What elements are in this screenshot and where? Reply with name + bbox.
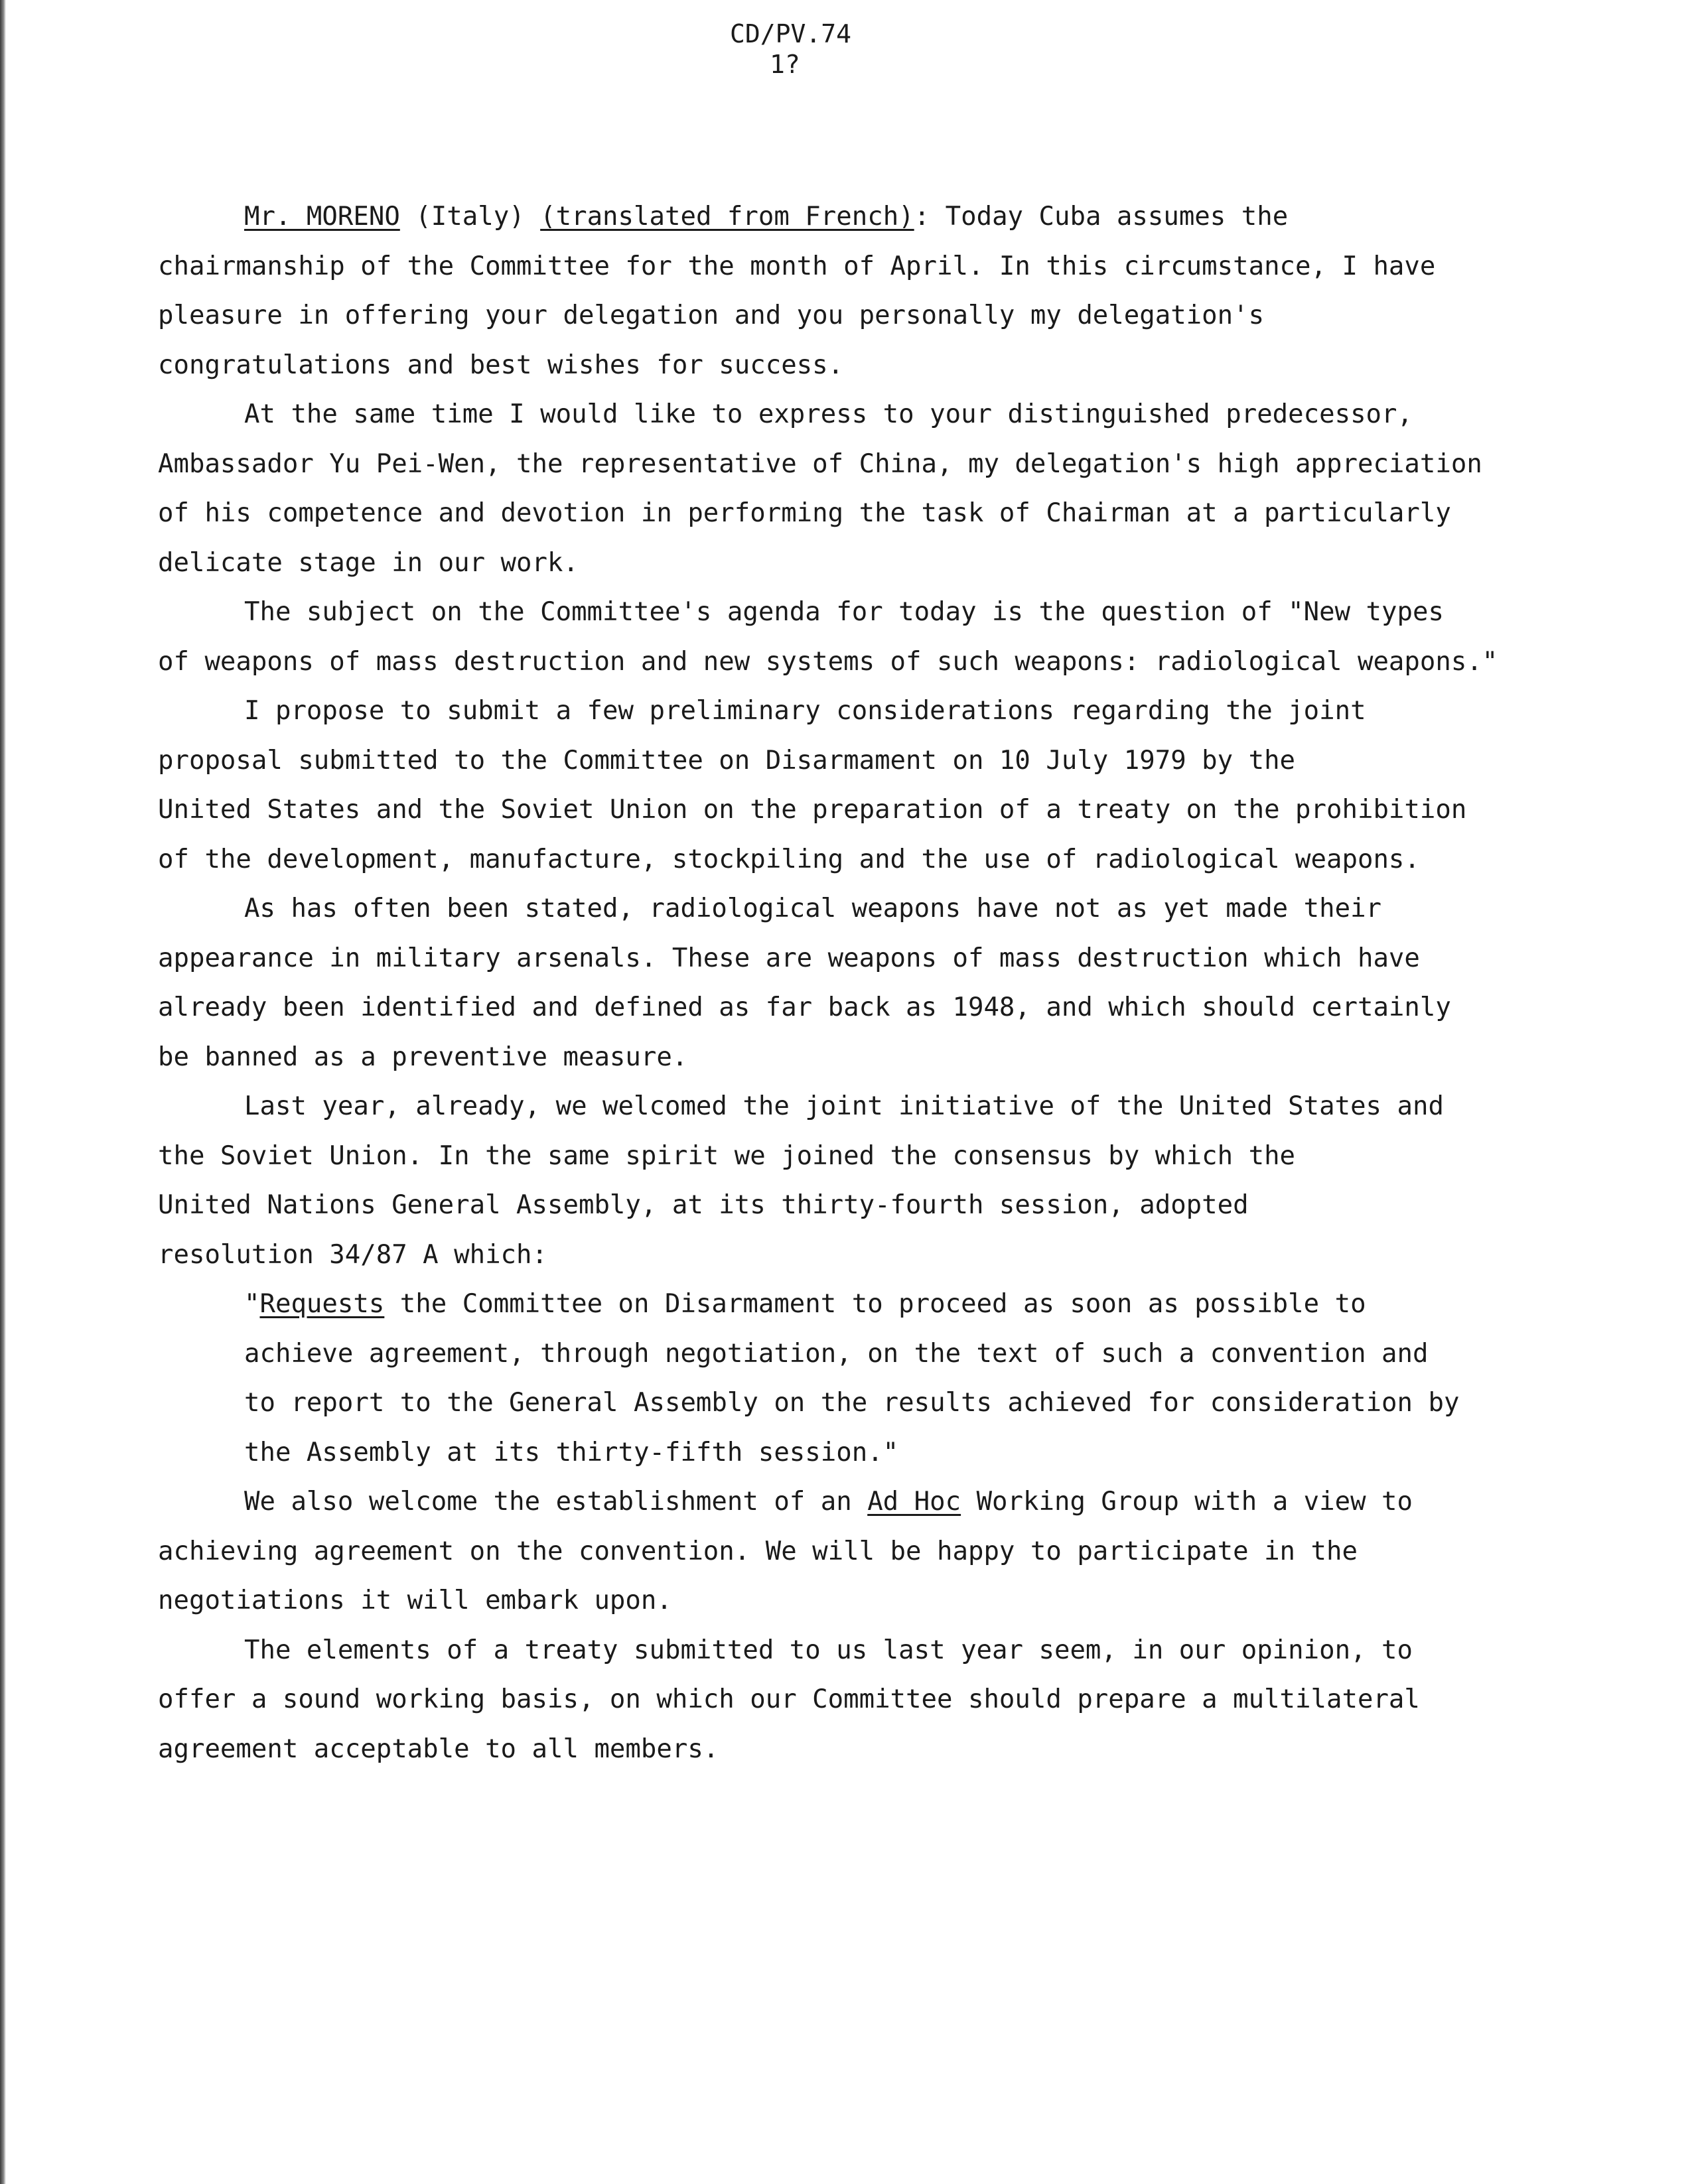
quotation-text: the Committee on Disarmament to proceed as soon as possible to	[384, 1289, 1366, 1319]
text-line: United Nations General Assembly, at its thirty-fourth session, adopted	[158, 1190, 1249, 1220]
text-line: already been identified and defined as far back as 1948, and which should certainly	[158, 992, 1451, 1022]
open-quote: "	[244, 1289, 260, 1319]
speaker-country: (Italy)	[399, 202, 541, 232]
text-fragment: Working Group with a view to	[961, 1487, 1413, 1517]
text-line: chairmanship of the Committee for the month of April. In this circumstance, I have	[158, 251, 1436, 281]
text-line: congratulations and best wishes for success.	[158, 350, 844, 380]
paragraph-start: Last year, already, we welcomed the joint initiative of the United States and	[244, 1091, 1444, 1121]
text-line: of weapons of mass destruction and new systems of such weapons: radiological weapons."	[158, 646, 1498, 677]
quotation-start	[158, 1280, 1558, 1330]
text-line: achieving agreement on the convention. We will be happy to participate in the	[158, 1536, 1358, 1566]
text-line: of his competence and devotion in performing the task of Chairman at a particularly	[158, 498, 1451, 528]
page-header	[730, 19, 902, 80]
text-line: agreement acceptable to all members.	[158, 1734, 719, 1764]
paragraph-start	[158, 1477, 1558, 1527]
paragraph-start: As has often been stated, radiological weapons have not as yet made their	[244, 894, 1382, 923]
paragraph-start: At the same time I would like to express to your distinguished predecessor,	[244, 399, 1413, 429]
text-line: appearance in military arsenals. These are weapons of mass destruction which have	[158, 943, 1420, 973]
text-line: of the development, manufacture, stockpiling and the use of radiological weapons.	[158, 844, 1420, 874]
text-line: negotiations it will embark upon.	[158, 1586, 672, 1615]
text-line: resolution 34/87 A which:	[158, 1239, 547, 1270]
text-line: offer a sound working basis, on which our Committee should prepare a multilateral	[158, 1684, 1420, 1714]
translation-note: (translated from French)	[540, 202, 914, 232]
paragraph-start: The subject on the Committee's agenda for today is the question of "New types	[244, 597, 1444, 627]
quotation-line: achieve agreement, through negotiation, on the text of such a convention and	[244, 1338, 1429, 1369]
quoted-keyword: Requests	[259, 1289, 385, 1319]
text-line: pleasure in offering your delegation and you personally my delegation's	[158, 301, 1265, 330]
scan-left-edge	[0, 0, 6, 2184]
paragraph-start: The elements of a treaty submitted to us last year seem, in our opinion, to	[244, 1635, 1413, 1665]
quotation-line: the Assembly at its thirty-fifth session."	[244, 1437, 899, 1467]
text-line: Ambassador Yu Pei-Wen, the representative of China, my delegation's high appreciation	[158, 448, 1482, 479]
text-line: delicate stage in our work.	[158, 547, 579, 578]
page-number: 1?	[770, 50, 800, 79]
underlined-term: Ad Hoc	[867, 1487, 961, 1517]
speech-start: : Today Cuba assumes the	[914, 202, 1289, 232]
document-body	[158, 192, 1558, 1774]
speaker-name: Mr. MORENO	[244, 202, 400, 232]
quotation-line: to report to the General Assembly on the results achieved for consideration by	[244, 1388, 1460, 1418]
text-line: United States and the Soviet Union on the preparation of a treaty on the prohibition	[158, 795, 1467, 825]
speaker-line	[158, 192, 1558, 242]
text-line: proposal submitted to the Committee on Disarmament on 10 July 1979 by the	[158, 745, 1296, 776]
text-fragment: We also welcome the establishment of an	[244, 1487, 868, 1517]
text-line: be banned as a preventive measure.	[158, 1042, 688, 1072]
paragraph-start: I propose to submit a few preliminary considerations regarding the joint	[244, 696, 1366, 726]
text-line: the Soviet Union. In the same spirit we joined the consensus by which the	[158, 1140, 1296, 1171]
document-reference: CD/PV.74	[730, 19, 852, 48]
